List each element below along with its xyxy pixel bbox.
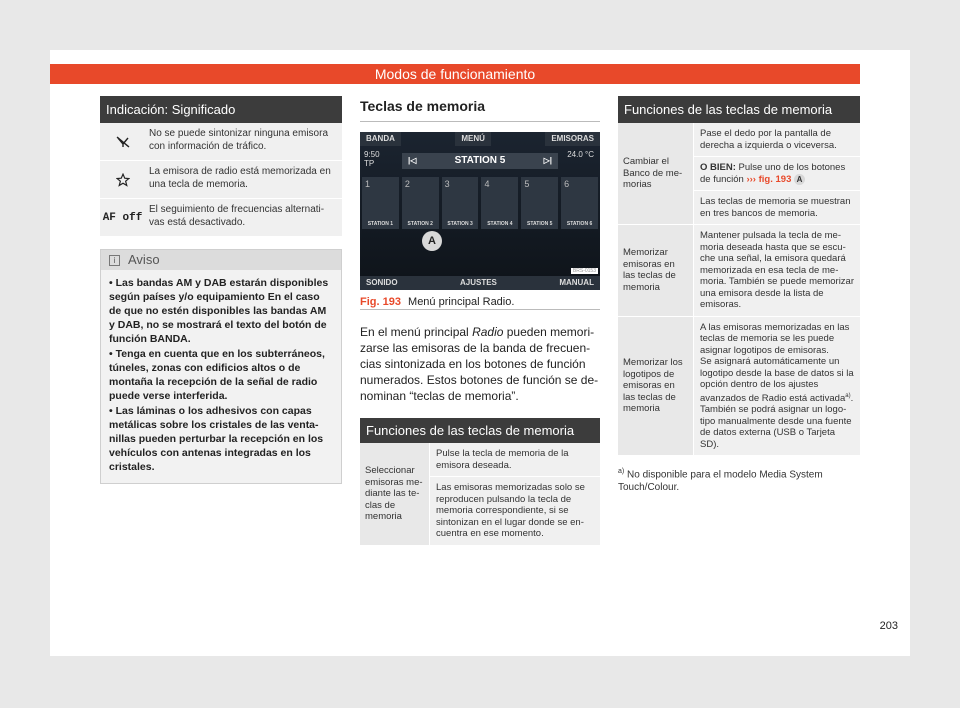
- screen-time: 9:50: [364, 150, 380, 159]
- banda-button: BANDA: [360, 132, 401, 146]
- table-row: [618, 225, 860, 317]
- star-icon: [100, 161, 145, 198]
- screen-tp: TP: [364, 159, 375, 168]
- preset-button: 5 STATION 5: [521, 177, 558, 229]
- figure-reference-link[interactable]: ››› fig. 193: [746, 173, 792, 185]
- preset-buttons: [362, 177, 598, 229]
- table-row: [100, 161, 342, 199]
- screen-top-bar: [360, 132, 600, 146]
- table-cell: Pulse la tecla de memoria de la emisora deseada.: [430, 443, 600, 477]
- section-title: Teclas de memoria: [360, 96, 600, 122]
- sonido-button: SONIDO: [366, 278, 398, 287]
- table-cell: Las emisoras memorizadas solo se reproducen pulsando la tecla de memoria correspondiente, si se sintonizan en el lugar donde se encuentra en ese momento.: [430, 477, 600, 545]
- table-row: [360, 443, 600, 546]
- callout-a: A: [422, 231, 442, 251]
- ajustes-button: AJUSTES: [459, 278, 497, 287]
- figure-number: Fig. 193: [360, 296, 401, 308]
- indicacion-text: No se puede sintonizar ninguna emisora con información de tráfico.: [149, 128, 328, 152]
- screen-temperature: 24.0 °C: [567, 150, 594, 159]
- row-label: Cambiar el Banco de memorias: [618, 123, 694, 224]
- table-cell: A las emisoras memorizadas en las teclas de memoria se les puede asignar logotipos de emisoras. Se asignará automáticamente un logotipo desde la base de datos si la opción dentro de los ajustes avanzados de Radio está activada$^{a)}$. También se podrá asignar un logotipo manualmente desde una fuente de datos externa (USB o Tarjeta SD).: [694, 317, 860, 456]
- column-middle: [360, 96, 600, 546]
- station-name: STATION 5: [454, 155, 506, 166]
- preset-button: 4 STATION 4: [481, 177, 518, 229]
- funciones-table-title: Funciones de las teclas de memoria: [618, 96, 860, 123]
- indicacion-text: La emisora de radio está memorizada en una tecla de memoria.: [149, 166, 331, 190]
- prev-icon: |◁: [408, 156, 417, 165]
- table-row: [618, 317, 860, 457]
- table-cell: O BIEN: Pulse uno de los botones de función ››› fig. 193 A: [694, 157, 860, 191]
- table-row: [100, 199, 342, 237]
- indicacion-table-title: Indicación: Significado: [100, 96, 342, 123]
- aviso-box: [100, 249, 342, 484]
- info-icon: i: [109, 255, 120, 266]
- emisoras-button: EMISORAS: [545, 132, 600, 146]
- preset-button: 1 STATION 1: [362, 177, 399, 229]
- preset-button: 3 STATION 3: [442, 177, 479, 229]
- body-paragraph: En el menú principal Radio pueden memorizarse las emisoras de la banda de frecuencias sintonizada en los botones de función numerados. Estos botones de función se denominan “teclas de memoria”.: [360, 325, 599, 403]
- no-traffic-antenna-icon: [100, 123, 145, 160]
- column-left: [100, 96, 342, 484]
- table-cell: Pase el dedo por la pantalla de derecha a izquierda o viceversa.: [694, 123, 860, 157]
- aviso-body: [101, 270, 341, 483]
- preset-button: 2 STATION 2: [402, 177, 439, 229]
- aviso-item: • Las láminas o los adhesivos con capas metálicas sobre los cristales de las ventanillas pueden perturbar la recepción en los vehículos con antenas integradas en los cristales.: [109, 405, 324, 473]
- row-label: Memorizar los logotipos de emisoras en las teclas de memoria: [618, 317, 694, 456]
- page-number: 203: [879, 620, 898, 632]
- aviso-title: Aviso: [128, 252, 160, 267]
- aviso-item: • Tenga en cuenta que en los subterráneos, túneles, zonas con edificios altos o de montaña la recepción de la señal de radio puede verse interferida.: [109, 348, 325, 402]
- callout-a: A: [794, 174, 805, 185]
- screen-status: [364, 150, 380, 168]
- funciones-table-title: Funciones de las teclas de memoria: [360, 418, 600, 443]
- funciones-table: [360, 418, 600, 546]
- indicacion-text: El seguimiento de frecuencias alternativas está desactivado.: [149, 204, 325, 228]
- af-off-symbol: AF off: [102, 211, 143, 224]
- preset-button: 6 STATION 6: [561, 177, 598, 229]
- chapter-header: Modos de funcionamiento: [50, 64, 860, 84]
- aviso-item: • Las bandas AM y DAB estarán disponibles según países y/o equipamiento En el caso de que no estén disponibles las bandas AM y DAB, no se mostrará el texto del botón de función BANDA.: [109, 277, 329, 345]
- row-label: Seleccionar emisoras mediante las teclas de memoria: [360, 443, 430, 545]
- figure-caption-text: Menú principal Radio.: [408, 296, 515, 308]
- table-cell: Las teclas de memoria se muestran en tres bancos de memoria.: [694, 191, 860, 224]
- footnote: $^{a)}$ No disponible para el modelo Media System Touch/Colour.: [618, 468, 823, 493]
- row-label: Memorizar emisoras en las teclas de memoria: [618, 225, 694, 316]
- menu-button: MENÚ: [455, 132, 491, 146]
- screen-bottom-bar: [360, 276, 600, 290]
- table-row: [100, 123, 342, 161]
- figure-code: BRS-0153: [572, 268, 596, 274]
- figure-caption: [360, 294, 600, 310]
- manual-button: MANUAL: [559, 278, 594, 287]
- column-right: [618, 96, 860, 494]
- next-icon: ▷|: [543, 156, 552, 165]
- radio-screen-figure: [360, 132, 600, 290]
- aviso-header: [101, 250, 341, 270]
- table-row: [618, 123, 860, 225]
- table-cell: Mantener pulsada la tecla de memoria deseada hasta que se escuche una señal, la emisora quedará memorizada en esa tecla de memoria. También se puede memorizar una emisora desde la lista de emisoras.: [694, 225, 860, 316]
- station-display: [402, 153, 558, 169]
